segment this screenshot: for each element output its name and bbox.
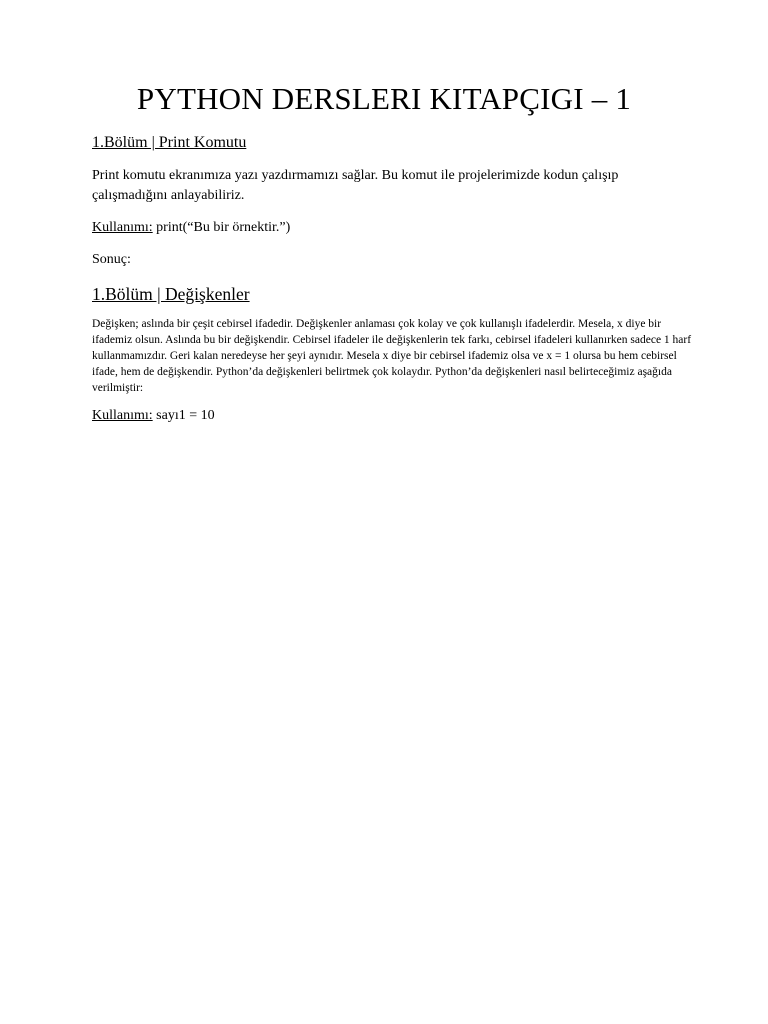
usage-line-variables xyxy=(92,406,692,426)
document-page xyxy=(92,80,692,426)
usage-label: Kullanımı: xyxy=(92,220,153,236)
section-paragraph-variables: Değişken; aslında bir çeşit cebirsel ifadedir. Değişkenler anlaması çok kolay ve çok kullanışlı ifadelerdir. Mesela, x diye bir ifademiz olsun. Aslında bu bir değişkendir. Cebirsel ifadeler ile değişkenlerin tek farkı, cebirsel ifadeleri kullanırken sadece 1 harf kullanmamızdır. Geri kalan neredeyse her şeyi aynıdır. Mesela x diye bir cebirsel ifademiz olsa ve x = 1 olursa bu hem cebirsel ifade, hem de değişkendir. Python’da değişkenleri belirtmek çok kolaydır. Python’da değişkenleri nasıl belirteceğimiz aşağıda verilmiştir: xyxy=(92,318,692,395)
section-heading-variables: 1.Bölüm | Değişkenler xyxy=(92,284,250,305)
document-title: PYTHON DERSLERI KITAPÇIGI – 1 xyxy=(136,81,632,116)
usage-code: print(“Bu bir örnektir.”) xyxy=(152,220,291,236)
result-label: Sonuç: xyxy=(92,252,131,268)
usage-line-print xyxy=(92,218,692,238)
usage-label: Kullanımı: xyxy=(92,408,153,424)
section-paragraph-print: Print komutu ekranımıza yazı yazdırmamızı sağlar. Bu komut ile projelerimizde kodun çalışıp çalışmadığını anlayabiliriz. xyxy=(92,168,619,204)
section-heading-print: 1.Bölüm | Print Komutu xyxy=(92,134,247,152)
usage-code: sayı1 = 10 xyxy=(152,408,215,424)
